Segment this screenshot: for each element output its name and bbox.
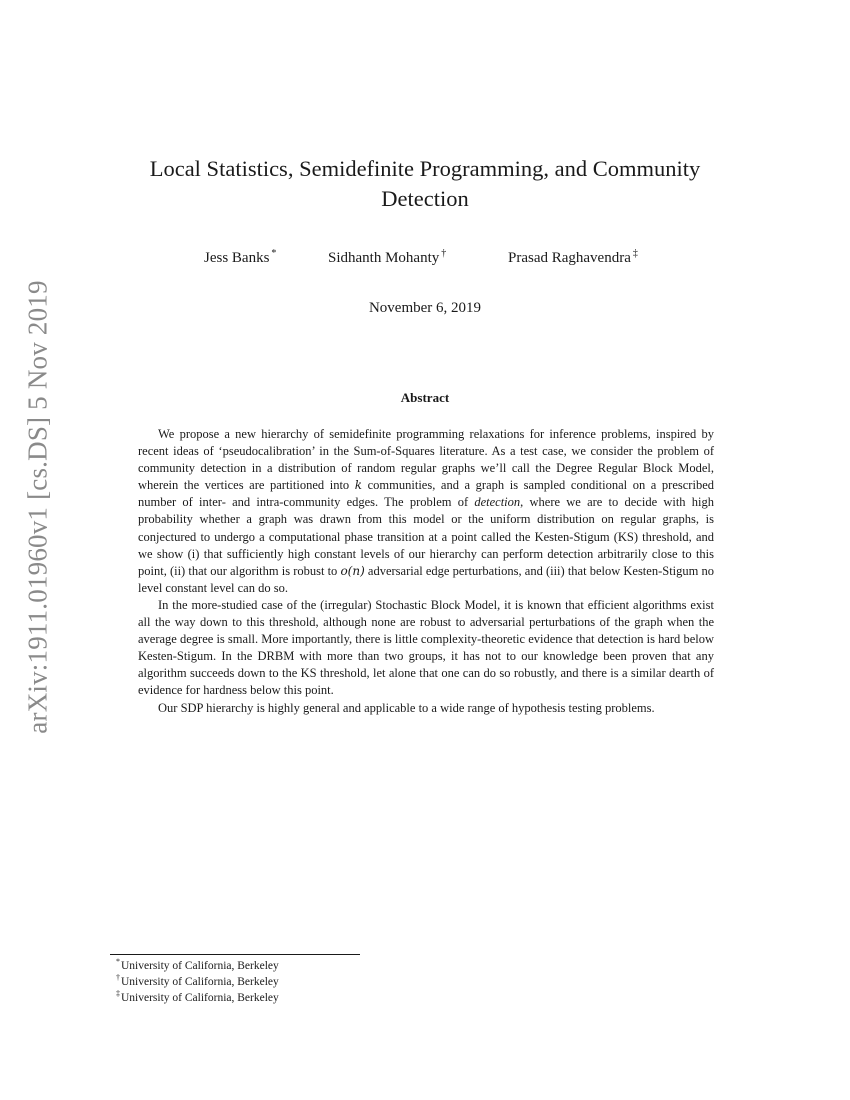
publication-date: November 6, 2019 — [368, 300, 482, 316]
footnote-mark: * — [116, 957, 120, 967]
footnote-text: University of California, Berkeley — [121, 976, 279, 988]
author-name: Jess Banks — [204, 250, 270, 266]
math-k: k — [354, 478, 363, 493]
emphasis-detection: detection — [474, 495, 521, 510]
abstract-paragraph: In the more-studied case of the (irregular) Stochastic Block Model, it is known that efficient algorithms exist all the way down to this threshold, although none are robust to adversarial perturbations of the graph when the average degree is small. More importantly, there is little complexity-theoretic evidence that detection is hard below Kesten-Stigum. In the DRBM with more than two groups, it has not to our knowledge been proven that any algorithm succeeds down to the KS threshold, let alone that one can do so robustly, and there is a similar dearth of evidence for hardness below this point. — [138, 597, 714, 698]
footnote-list — [116, 958, 279, 1006]
footnote-divider — [110, 954, 360, 955]
author-footnote-mark[interactable]: * — [271, 248, 277, 259]
footnote-item — [116, 974, 279, 990]
abstract-paragraph: Our SDP hierarchy is highly general and applicable to a wide range of hypothesis testing problems. — [158, 700, 655, 715]
math-o-n: o(n) — [340, 563, 365, 578]
author-item — [204, 250, 276, 267]
abstract-paragraph: We propose a new hierarchy of semidefinite programming relaxations for inference problems, inspired by recent ideas of ‘pseudocalibration’ in the Sum-of-Squares literature. As a test case, we consider the problem of community detection in a distribution of random regular graphs we’ll call the Degree Regular Block Model, wherein the vertices are partitioned into k communities, and a graph is sampled conditional on a prescribed number of inter- and intra-community edges. The problem of detection, where we are to decide with high probability whether a graph was drawn from this model or the uniform distribution on regular graphs, is conjectured to undergo a computational phase transition at a point called the Kesten-Stigum (KS) threshold, and we show (i) that sufficiently high constant levels of our hierarchy can perform detection arbitrarily close to this point, (ii) that our algorithm is robust to o(n) adversarial edge perturbations, and (iii) that below Kesten-Stigum no level constant level can do so. — [138, 427, 715, 595]
author-footnote-mark[interactable]: † — [441, 248, 447, 259]
footnote-mark: † — [116, 973, 120, 983]
author-footnote-mark[interactable]: ‡ — [632, 248, 638, 259]
author-item — [328, 250, 446, 267]
arxiv-identifier-stamp: arXiv:1911.01960v1 [cs.DS] 5 Nov 2019 — [22, 280, 53, 734]
author-item — [508, 250, 638, 267]
author-list — [0, 250, 850, 274]
author-name: Prasad Raghavendra — [508, 250, 631, 266]
footnote-mark: ‡ — [116, 989, 120, 999]
footnote-item — [116, 958, 279, 974]
paper-title: Local Statistics, Semidefinite Programming, and Community Detection — [149, 156, 701, 211]
abstract-body — [138, 426, 714, 717]
author-name: Sidhanth Mohanty — [328, 250, 440, 266]
footnote-item — [116, 990, 279, 1006]
abstract-heading: Abstract — [400, 390, 450, 405]
footnote-text: University of California, Berkeley — [121, 960, 279, 972]
footnote-text: University of California, Berkeley — [121, 992, 279, 1004]
